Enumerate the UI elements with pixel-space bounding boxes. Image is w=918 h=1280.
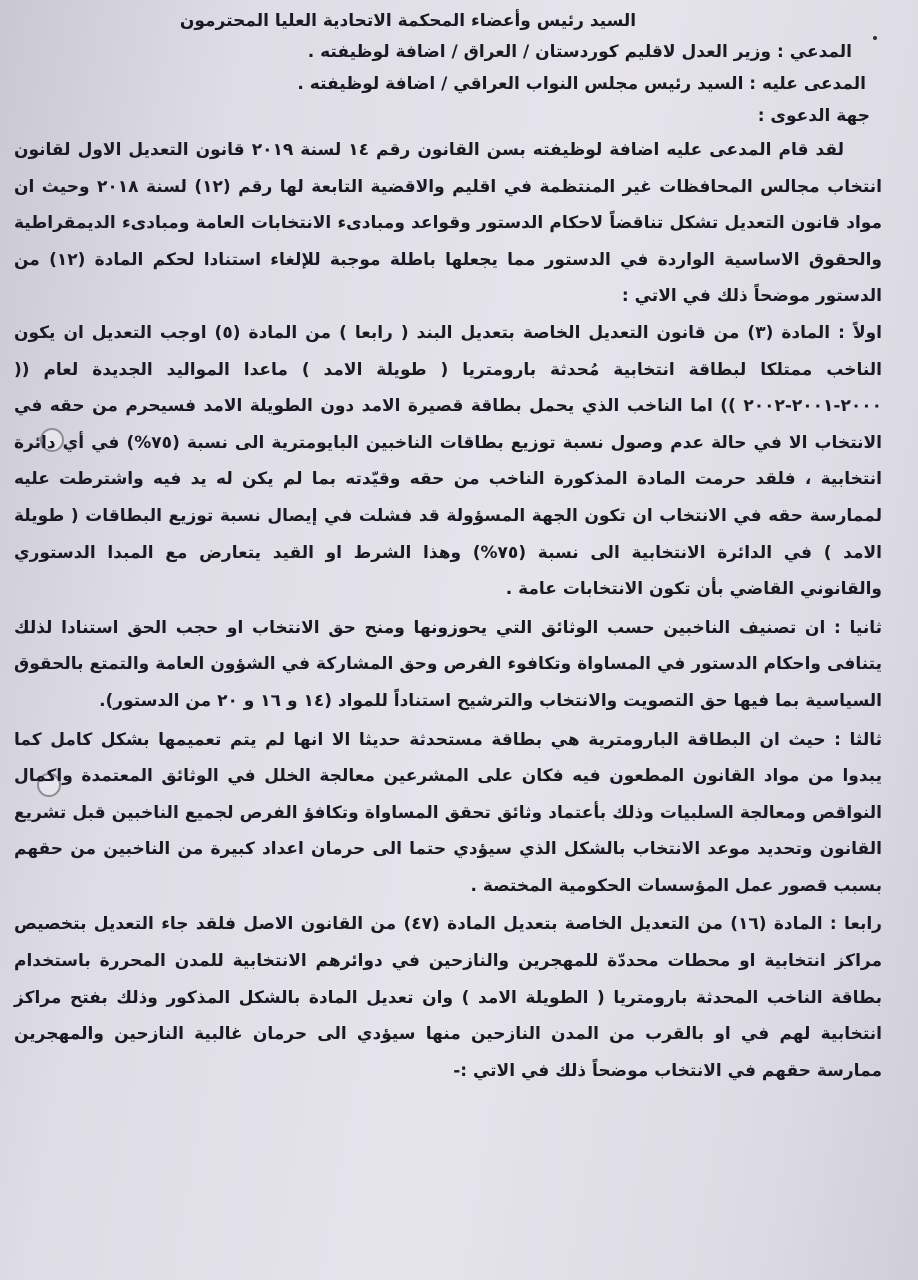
claim-heading: جهة الدعوى : xyxy=(757,106,870,126)
letter-body xyxy=(14,6,882,1089)
point-label: ثانيا : xyxy=(834,617,882,638)
point-second xyxy=(14,610,882,720)
point-fourth xyxy=(14,906,882,1089)
point-text: المادة (٣) من قانون التعديل الخاصة بتعديل البند ( رابعا ) من المادة (٥) اوجب التعديل ان يكون الناخب ممتلكا لبطاقة انتخابية مُحدثة بارومتريا ( طويلة الامد ) ماعدا المواليد الجديدة لعام (( ٢٠٠٠-٢٠٠١-٢٠٠٢ )) اما الناخب الذي يحمل بطاقة قصيرة الامد دون الطويلة الامد فسيحرم من حقه في الانتخاب الا في حالة عدم وصول نسبة توزيع بطاقات الناخبين البايومترية الى نسبة (٧٥%) في أي دائرة انتخابية ، فلقد حرمت المادة المذكورة الناخب من حقه وقيّدته بما لم يكن له يد فيه واشترطت عليه لممارسة حقه في الانتخاب ان تكون الجهة المسؤولة قد فشلت في إيصال نسبة توزيع البطاقات ( طويلة الامد ) في الدائرة الانتخابية الى نسبة (٧٥%) وهذا الشرط او القيد يتعارض مع المبدا الدستوري والقانوني القاضي بأن تكون الانتخابات عامة . xyxy=(14,322,882,600)
defendant-line: المدعى عليه : السيد رئيس مجلس النواب العراقي / اضافة لوظيفته . xyxy=(297,74,866,94)
point-first xyxy=(14,315,882,608)
point-text: المادة (١٦) من التعديل الخاصة بتعديل المادة (٤٧) من القانون الاصل فلقد جاء التعديل بتخصيص مراكز انتخابية او محطات محددّة للمهجرين والنازحين في دوائرهم الانتخابية للمدن المحررة باستخدام بطاقة الناخب المحدثة بارومتريا ( الطويلة الامد ) وان تعديل المادة بالشكل المذكور وذلك بفتح مراكز انتخابية لهم في او بالقرب من المدن النازحين منها سيؤدي الى حرمان غالبية النازحين والمهجرين ممارسة حقهم في الانتخاب موضحاً ذلك في الاتي :- xyxy=(14,914,882,1081)
addressee-line: السيد رئيس وأعضاء المحكمة الاتحادية العليا المحترمون xyxy=(179,11,637,31)
point-third xyxy=(14,722,882,905)
point-text: حيث ان البطاقة البارومترية هي بطاقة مستحدثة حديثا الا انها لم يتم تعميمها بشكل كامل كما يبدوا من مواد القانون المطعون فيه فكان على المشرعين معالجة الخلل في الوثائق المعتمدة واكمال النواقص ومعالجة السلبيات وذلك بأعتماد وثائق تحقق المساواة وتكافؤ الفرص لجميع الناخبين قبل تشريع القانون وتحديد موعد الانتخاب بالشكل الذي سيؤدي حتما الى حرمان اعداد كبيرة من الناخبين من حقهم بسبب قصور عمل المؤسسات الحكومية المختصة . xyxy=(14,729,882,896)
plaintiff-line: المدعي : وزير العدل لاقليم كوردستان / العراق / اضافة لوظيفته . xyxy=(307,42,852,62)
intro-paragraph: لقد قام المدعى عليه اضافة لوظيفته بسن القانون رقم ١٤ لسنة ٢٠١٩ قانون التعديل الاول لقانون انتخاب مجالس المحافظات غير المنتظمة في اقليم والاقضية التابعة لها رقم (١٢) لسنة ٢٠١٨ وحيث ان مواد قانون التعديل تشكل تناقضاً لاحكام الدستور وقواعد ومبادىء الانتخابات العامة ومبادىء الديمقراطية والحقوق الاساسية الواردة في الدستور مما يجعلها باطلة موجبة للإلغاء استنادا لحكم المادة (١٢) من الدستور موضحاً ذلك في الاتي : xyxy=(14,140,882,307)
point-label: اولاً : xyxy=(838,322,882,343)
point-text: ان تصنيف الناخبين حسب الوثائق التي يحوزونها ومنح حق الانتخاب او حجب الحق استنادا لذلك يتنافى واحكام الدستور في المساواة وتكافوء الفرص وحق المشاركة في الشؤون العامة والتمتع بالحقوق السياسية بما فيها حق التصويت والانتخاب والترشيح استناداً للمواد (١٤ و ١٦ و ٢٠ من الدستور). xyxy=(14,617,882,711)
point-label: رابعا : xyxy=(829,914,882,935)
point-label: ثالثا : xyxy=(834,729,882,750)
